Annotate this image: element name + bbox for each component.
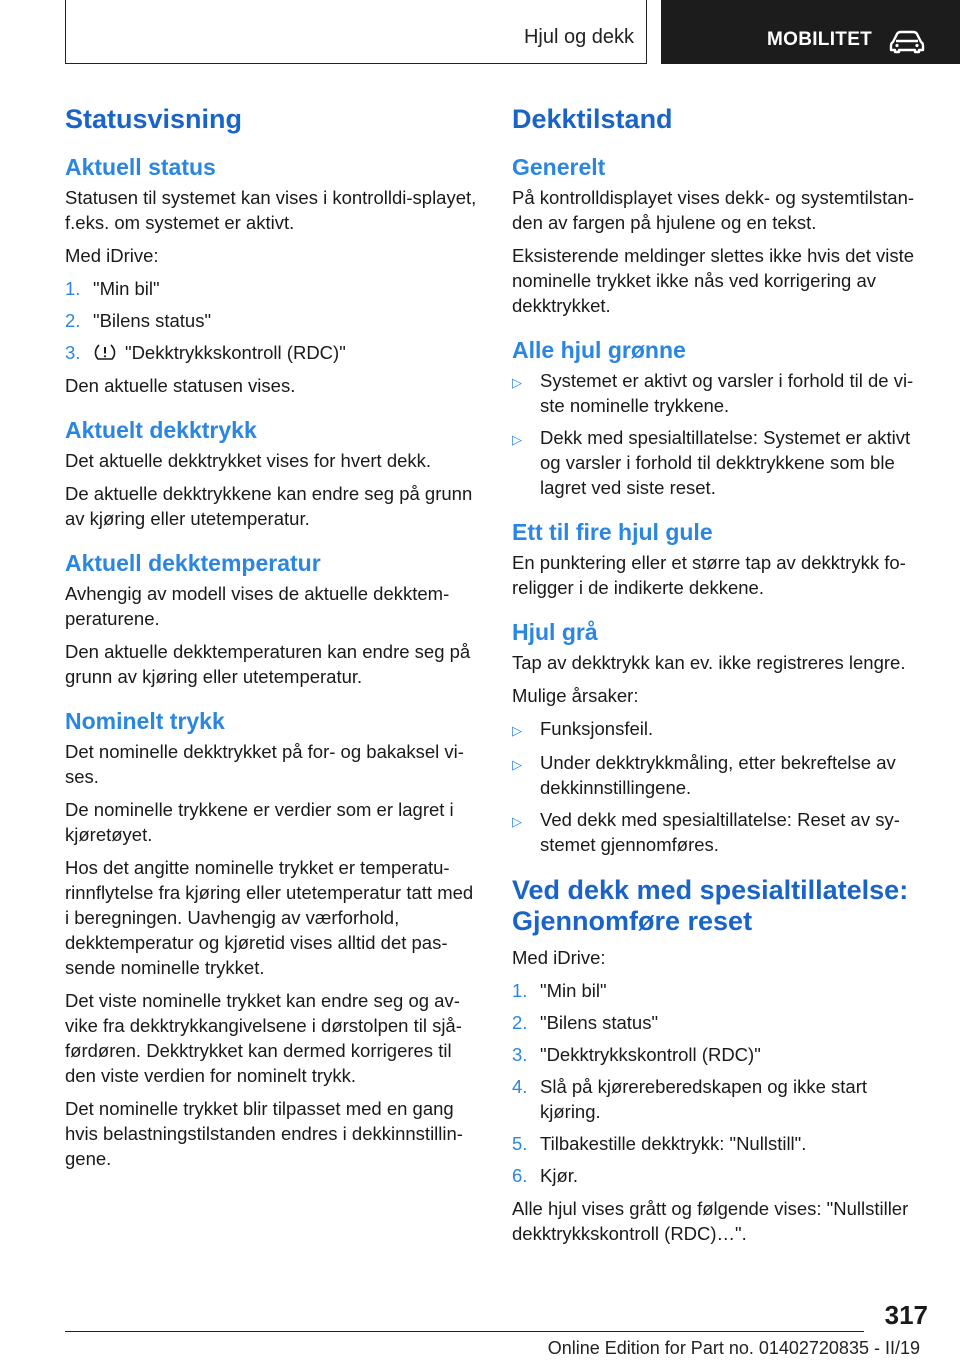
idrive-steps [65,276,477,365]
paragraph: En punktering eller et større tap av dekktrykk fo-religger i de indikerte dekkene. [512,552,906,598]
bullet-list [512,368,928,500]
car-icon [889,28,925,54]
step-text: "Bilens status" [540,1012,659,1033]
paragraph: Den aktuelle dekktemperaturen kan endre seg på grunn av kjøring eller utetemperatur. [65,641,471,687]
list-item [512,750,928,800]
step-item [65,340,477,365]
list-item [512,368,928,418]
heading-aktuell-status: Aktuell status [65,154,216,180]
list-item-text: Ved dekk med spesialtillatelse: Reset av sy-stemet gjennomføres. [540,809,900,855]
paragraph: Tap av dekktrykk kan ev. ikke registreres lengre. [512,652,906,673]
step-number: 5. [512,1133,528,1154]
step-number: 3. [512,1044,528,1065]
step-text: Slå på kjørereberedskapen og ikke start kjøring. [540,1076,868,1122]
step-number: 1. [512,980,528,1001]
paragraph: Statusen til systemet kan vises i kontrolldi-splayet, f.eks. om systemet er aktivt. [65,187,477,233]
paragraph: Med iDrive: [512,947,606,968]
step-number: 2. [65,310,81,331]
step-item [65,276,477,301]
step-text: "Bilens status" [93,310,212,331]
bullet-triangle-icon: ▷ [512,814,522,829]
reset-steps [512,978,928,1188]
paragraph: Den aktuelle statusen vises. [65,375,296,396]
step-item [512,1163,928,1188]
bullet-triangle-icon: ▷ [512,375,522,390]
chapter-title: MOBILITET [767,29,873,50]
bullet-list [512,716,928,857]
list-item [512,807,928,857]
bullet-triangle-icon: ▷ [512,432,522,447]
list-item-text: Dekk med spesialtillatelse: Systemet er aktivt og varsler i forhold til dekktrykkene som ble lagret ved siste reset. [540,427,911,498]
step-item [512,978,928,1003]
tire-pressure-warning-icon [93,343,117,361]
step-text: "Min bil" [93,278,160,299]
paragraph: På kontrolldisplayet vises dekk- og systemtilstan-den av fargen på hjulene og en tekst. [512,187,915,233]
paragraph: Det nominelle dekktrykket på for- og bakaksel vi-ses. [65,741,464,787]
paragraph: Det nominelle trykket blir tilpasset med en gang hvis belastningstilstanden endres i dekkinnstillin-gene. [65,1098,463,1169]
paragraph: Det viste nominelle trykket kan endre seg og av-vike fra dekktrykkangivelsene i dørstolpen til sjå-førdøren. Dekktrykket kan dermed korrigeres til den viste verdien for nominelt trykk. [65,990,462,1086]
bullet-triangle-icon: ▷ [512,757,522,772]
step-text: Tilbakestille dekktrykk: "Nullstill". [540,1133,807,1154]
title-dekktilstand: Dekktilstand [512,104,673,134]
footer-edition: Online Edition for Part no. 01402720835 - II/19 [547,1338,920,1358]
list-item-text: Funksjonsfeil. [540,718,654,739]
step-number: 6. [512,1165,528,1186]
paragraph: Hos det angitte nominelle trykket er temperatu-rinnflytelse fra kjøring eller utetemperatur tatt med i beregningen. Uavhengig av værforhold, dekktemperatur og kjøretid vises alltid det pas-sende nominelle trykket. [65,857,474,978]
paragraph: Alle hjul vises grått og følgende vises: "Nullstiller dekktrykkskontroll (RDC)…". [512,1198,909,1244]
list-item [512,425,928,500]
step-item [65,308,477,333]
paragraph: Eksisterende meldinger slettes ikke hvis det viste nominelle trykket ikke nås ved korrigering av dekktrykket. [512,245,915,316]
header-section-box [65,0,647,64]
section-title: Hjul og dekk [523,26,634,48]
footer-divider [65,1331,864,1332]
heading-nominelt-trykk: Nominelt trykk [65,708,225,734]
paragraph: Det aktuelle dekktrykket vises for hvert dekk. [65,450,432,471]
paragraph: Avhengig av modell vises de aktuelle dekktem-peraturene. [65,583,450,629]
step-number: 1. [65,278,81,299]
paragraph: De nominelle trykkene er verdier som er lagret i kjøretøyet. [65,799,454,845]
heading-aktuell-dekktemperatur: Aktuell dekktemperatur [65,550,321,576]
step-item [512,1074,928,1124]
heading-hjul-gra: Hjul grå [512,619,598,645]
step-text: "Dekktrykkskontroll (RDC)" [540,1044,761,1065]
step-text: Kjør. [540,1165,579,1186]
step-item [512,1042,928,1067]
step-item [512,1131,928,1156]
heading-ett-til-fire-hjul-gule: Ett til fire hjul gule [512,519,713,545]
right-column [512,100,928,1254]
heading-aktuelt-dekktrykk: Aktuelt dekktrykk [65,417,257,443]
bullet-triangle-icon: ▷ [512,723,522,738]
list-item [512,716,928,743]
title-reset: Ved dekk med spesialtillatelse: Gjennomføre reset [512,875,909,936]
heading-generelt: Generelt [512,154,606,180]
step-number: 2. [512,1012,528,1033]
step-number: 3. [65,342,81,363]
paragraph: Med iDrive: [65,245,159,266]
title-statusvisning: Statusvisning [65,104,243,134]
step-text: "Dekktrykkskontroll (RDC)" [125,342,346,363]
step-text: "Min bil" [540,980,607,1001]
header-chapter-bar [661,0,960,64]
heading-alle-hjul-gronne: Alle hjul grønne [512,337,686,363]
page-number: 317 [884,1300,928,1330]
step-item [512,1010,928,1035]
paragraph: Mulige årsaker: [512,685,639,706]
list-item-text: Under dekktrykkmåling, etter bekreftelse av dekkinnstillingene. [540,752,896,798]
list-item-text: Systemet er aktivt og varsler i forhold til de vi-ste nominelle trykkene. [540,370,914,416]
paragraph: De aktuelle dekktrykkene kan endre seg på grunn av kjøring eller utetemperatur. [65,483,473,529]
step-number: 4. [512,1076,528,1097]
left-column [65,100,477,1179]
